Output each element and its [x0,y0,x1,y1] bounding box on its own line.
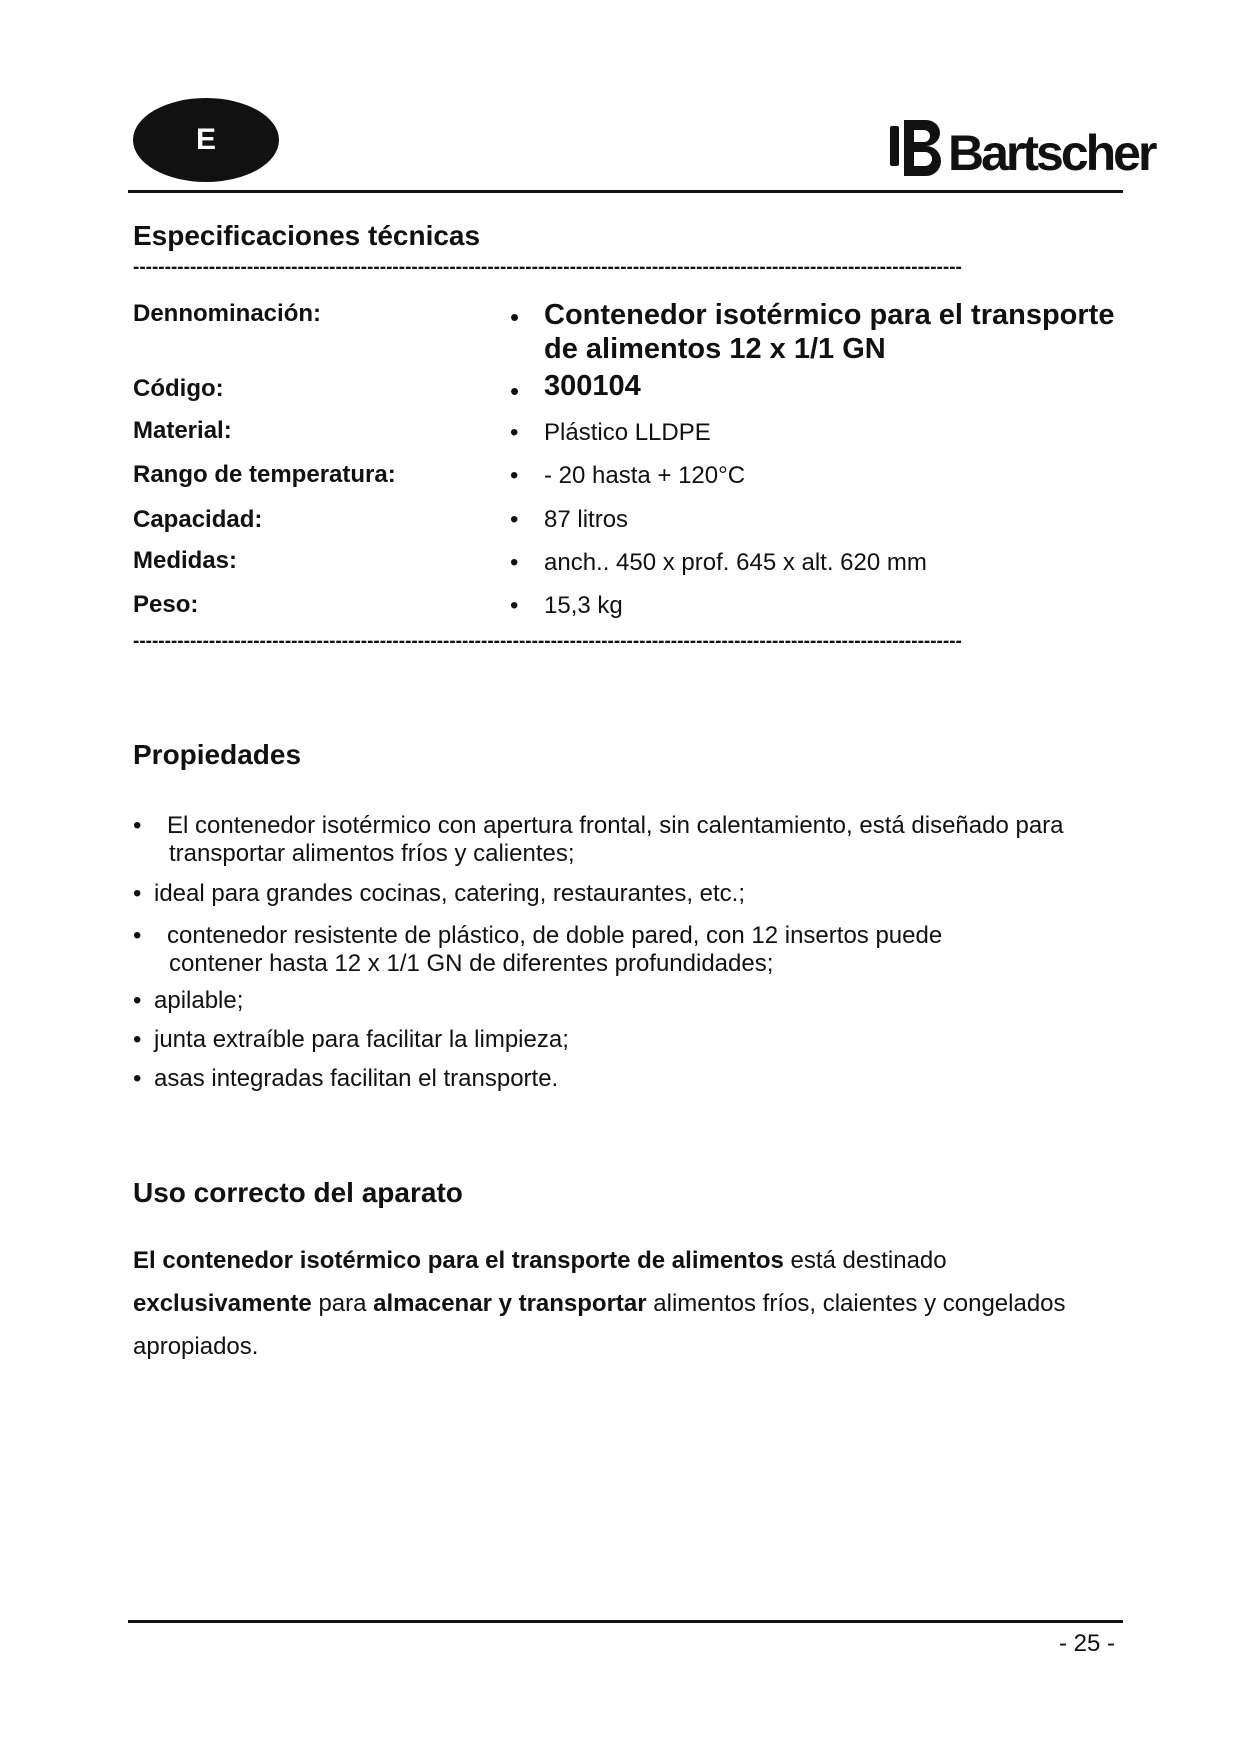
usage-text-3: alimentos fríos, claientes y congelados apropiados. [133,1290,1066,1360]
property-bullet: • [133,1065,142,1092]
logo-wordmark: Bartscher [948,125,1155,181]
spec-label-dimensions: Medidas: [133,547,238,574]
usage-bold-2: exclusivamente [133,1290,312,1317]
properties-title: Propiedades [133,739,302,770]
spec-value-denomination-line1: Contenedor isotérmico para el transporte [544,299,1115,331]
spec-label-material: Material: [133,417,232,444]
usage-paragraph [133,1239,1123,1368]
spec-bullet: • [510,302,520,332]
spec-bullet: • [510,376,520,406]
spec-label-denomination: Dennominación: [133,300,322,327]
property-bullet: • [133,812,142,839]
spec-value-weight: 15,3 kg [544,592,623,619]
property-text-line1: junta extraíble para facilitar la limpieza; [154,1026,569,1053]
bartscher-logo [888,112,1155,186]
spec-bullet: • [510,592,519,619]
usage-bold-1: El contenedor isotérmico para el transporte de alimentos [133,1247,784,1274]
property-text-line1: asas integradas facilitan el transporte. [154,1065,559,1092]
spec-bullet: • [510,506,519,533]
spec-bullet: • [510,419,519,446]
property-bullet: • [133,1026,142,1053]
spec-bullet: • [510,549,519,576]
spec-label-code: Código: [133,375,224,402]
spec-value-code: 300104 [544,370,641,402]
property-bullet: • [133,880,142,907]
property-text-line1: El contenedor isotérmico con apertura frontal, sin calentamiento, está diseñado para [167,812,1064,839]
spec-value-denomination-line2: de alimentos 12 x 1/1 GN [544,333,886,365]
specs-top-divider: ----------------------------------------------------------------------------------------------------------------------------------- [133,257,962,278]
spec-label-weight: Peso: [133,591,199,618]
language-badge [133,98,279,182]
property-text-line1: apilable; [154,987,244,1014]
usage-text-2: para [311,1290,374,1317]
spec-value-dimensions: anch.. 450 x prof. 645 x alt. 620 mm [544,549,927,576]
spec-value-material: Plástico LLDPE [544,419,711,446]
specs-title: Especificaciones técnicas [133,220,481,251]
property-text-line1: contenedor resistente de plástico, de doble pared, con 12 insertos puede [167,922,943,949]
page-number: - 25 - [1058,1630,1115,1657]
usage-bold-3: almacenar y transportar [373,1290,647,1317]
footer-rule [128,1620,1123,1623]
usage-text-1: está destinado [783,1247,947,1274]
spec-value-temperature: - 20 hasta + 120°C [544,462,746,489]
usage-title: Uso correcto del aparato [133,1177,463,1208]
property-bullet: • [133,987,142,1014]
spec-label-temperature: Rango de temperatura: [133,461,396,488]
specs-bottom-divider: ----------------------------------------------------------------------------------------------------------------------------------- [133,631,962,652]
property-bullet: • [133,922,142,949]
language-badge-label: E [195,123,216,156]
property-text-line2: contener hasta 12 x 1/1 GN de diferentes profundidades; [169,950,774,977]
spec-value-capacity: 87 litros [544,506,629,533]
header-rule [128,190,1123,193]
spec-bullet: • [510,462,519,489]
property-text-line2: transportar alimentos fríos y calientes; [169,840,575,867]
spec-label-capacity: Capacidad: [133,506,263,533]
property-text-line1: ideal para grandes cocinas, catering, restaurantes, etc.; [154,880,745,907]
